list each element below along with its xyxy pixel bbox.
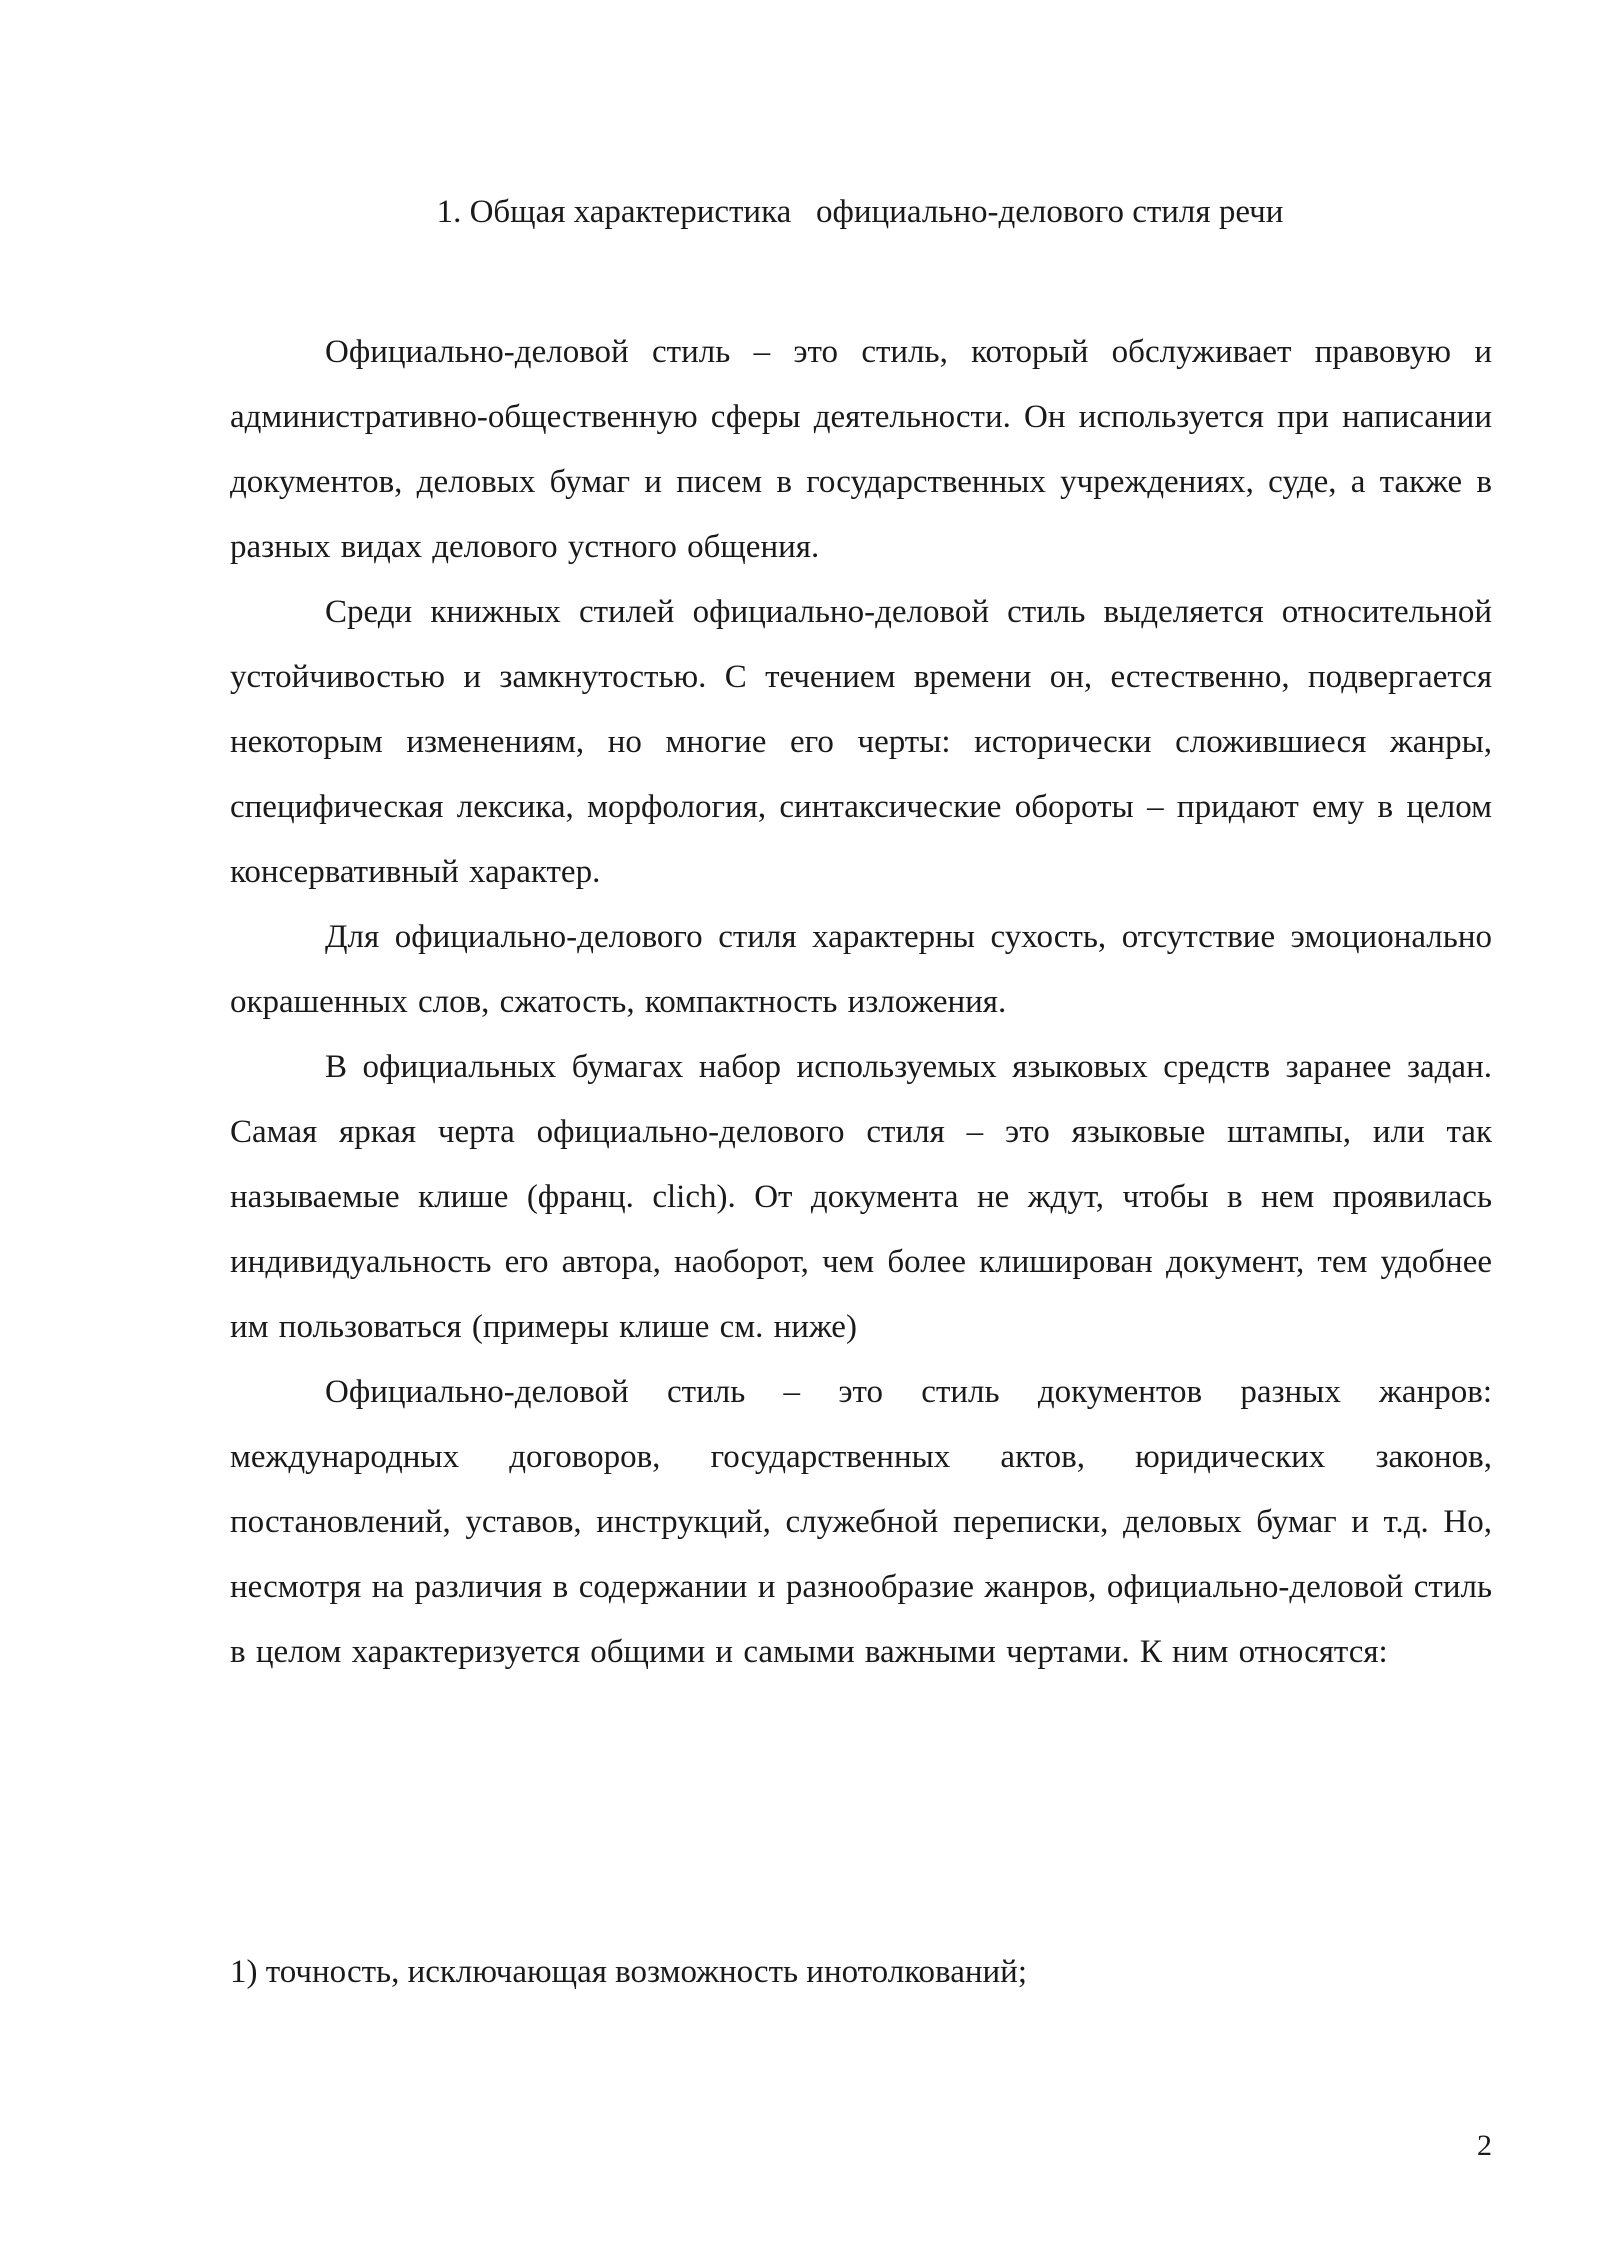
paragraph-1: Официально-деловой стиль – это стиль, который обслуживает правовую и административно-общественную сферы деятельности. Он используется при написании документов, деловых бумаг и писем в государственных учреждениях, суде, а также в разных видах делового устного общения. <box>230 334 1492 565</box>
paragraph-5: Официально-деловой стиль – это стиль документов разных жанров: международных договоров, государственных актов, юридических законов, постановлений, уставов, инструкций, служебной переписки, деловых бумаг и т.д. Но, несмотря на различия в содержании и разнообразие жанров, официально-деловой стиль в целом характеризуется общими и самыми важными чертами. К ним относятся: <box>230 1374 1492 1670</box>
page-number: 2 <box>1477 2129 1492 2162</box>
list-item-1: 1) точность, исключающая возможность инотолкований; <box>230 1954 1027 1990</box>
section-heading: 1. Общая характеристика официально-делового стиля речи <box>436 194 1284 230</box>
paragraph-3: Для официально-делового стиля характерны сухость, отсутствие эмоционально окрашенных слов, сжатость, компактность изложения. <box>230 919 1492 1020</box>
paragraph-2: Среди книжных стилей официально-деловой стиль выделяется относительной устойчивостью и замкнутостью. С течением времени он, естественно, подвергается некоторым изменениям, но многие его черты: исторически сложившиеся жанры, специфическая лексика, морфология, синтаксические обороты – придают ему в целом консервативный характер. <box>230 594 1492 890</box>
body-text <box>230 320 1492 1685</box>
paragraph-4: В официальных бумагах набор используемых языковых средств заранее задан. Самая яркая черта официально-делового стиля – это языковые штампы, или так называемые клише (франц. clich). От документа не ждут, чтобы в нем проявилась индивидуальность его автора, наоборот, чем более клиширован документ, тем удобнее им пользоваться (примеры клише см. ниже) <box>230 1049 1492 1345</box>
